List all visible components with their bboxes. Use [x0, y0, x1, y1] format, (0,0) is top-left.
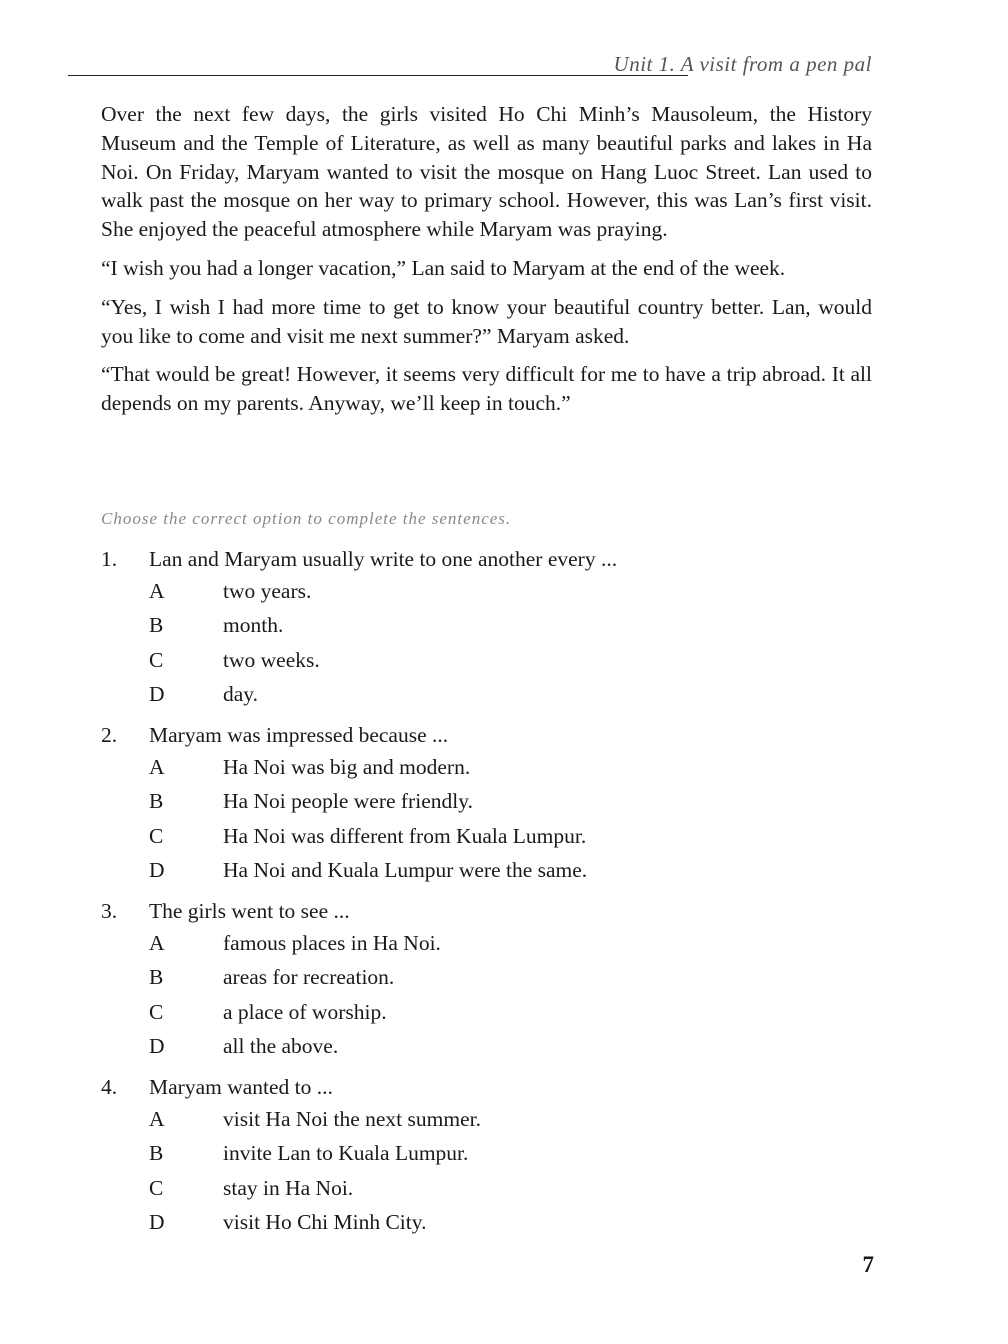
page-number: 7	[862, 1252, 874, 1277]
question-stem: Lan and Maryam usually write to one another every ...	[149, 546, 618, 571]
option-row	[101, 609, 872, 644]
question-4	[101, 1072, 872, 1240]
question-number: 1.	[101, 546, 118, 571]
option-text: visit Ho Chi Minh City.	[223, 1210, 427, 1235]
option-text: two weeks.	[223, 647, 320, 672]
option-text: all the above.	[223, 1034, 339, 1059]
question-stem-line	[101, 1072, 872, 1102]
option-text: Ha Noi was different from Kuala Lumpur.	[223, 823, 587, 848]
option-text: stay in Ha Noi.	[223, 1175, 354, 1200]
option-letter: A	[149, 1106, 165, 1131]
option-row	[101, 1137, 872, 1172]
passage-paragraph: “That would be great! However, it seems very difficult for me to have a trip abroad. It all depends on my parents. Anyway, we’ll keep in touch.”	[101, 362, 872, 416]
option-text: day.	[223, 682, 259, 707]
question-stem: The girls went to see ...	[149, 898, 350, 923]
question-3	[101, 896, 872, 1064]
option-row	[101, 678, 872, 713]
option-row	[101, 643, 872, 678]
passage-paragraph: “Yes, I wish I had more time to get to know your beautiful country better. Lan, would you like to come and visit me next summer?” Maryam asked.	[101, 294, 872, 348]
option-text: Ha Noi people were friendly.	[223, 789, 473, 814]
option-letter: D	[149, 1210, 165, 1235]
question-stem-line	[101, 896, 872, 926]
option-row	[101, 819, 872, 854]
question-1	[101, 544, 872, 712]
header-rule	[68, 75, 688, 76]
question-list	[101, 544, 872, 1248]
option-text: a place of worship.	[223, 999, 387, 1024]
option-text: month.	[223, 613, 284, 638]
option-letter: A	[149, 754, 165, 779]
option-text: visit Ha Noi the next summer.	[223, 1106, 481, 1131]
option-letter: B	[149, 1141, 164, 1166]
reading-passage	[101, 100, 872, 428]
option-row	[101, 854, 872, 889]
option-row	[101, 1171, 872, 1206]
option-letter: D	[149, 682, 165, 707]
question-stem-line	[101, 720, 872, 750]
option-text: Ha Noi was big and modern.	[223, 754, 471, 779]
question-2	[101, 720, 872, 888]
passage-paragraph: Over the next few days, the girls visited Ho Chi Minh’s Mausoleum, the History Museum and the Temple of Literature, as well as many beautiful parks and lakes in Ha Noi. On Friday, Maryam wanted to visit the mosque on Hang Luoc Street. Lan used to walk past the mosque on her way to primary school. However, this was Lan’s first visit. She enjoyed the peaceful atmosphere while Maryam was praying.	[101, 102, 872, 242]
option-row	[101, 995, 872, 1030]
question-stem: Maryam was impressed because ...	[149, 722, 449, 747]
question-stem-line	[101, 544, 872, 574]
option-text: Ha Noi and Kuala Lumpur were the same.	[223, 858, 588, 883]
option-text: two years.	[223, 578, 312, 603]
option-text: areas for recreation.	[223, 965, 395, 990]
running-header	[68, 52, 872, 78]
option-row	[101, 574, 872, 609]
exercise-instruction: Choose the correct option to complete the sentences.	[101, 509, 512, 528]
option-letter: A	[149, 930, 165, 955]
option-row	[101, 785, 872, 820]
option-text: famous places in Ha Noi.	[223, 930, 441, 955]
option-text: invite Lan to Kuala Lumpur.	[223, 1141, 469, 1166]
option-row	[101, 961, 872, 996]
option-letter: A	[149, 578, 165, 603]
option-letter: D	[149, 1034, 165, 1059]
option-letter: B	[149, 613, 164, 638]
option-letter: C	[149, 1175, 164, 1200]
option-letter: D	[149, 858, 165, 883]
question-stem: Maryam wanted to ...	[149, 1074, 333, 1099]
option-letter: B	[149, 789, 164, 814]
option-row	[101, 1030, 872, 1065]
option-row	[101, 1102, 872, 1137]
option-row	[101, 926, 872, 961]
question-number: 4.	[101, 1074, 118, 1099]
option-row	[101, 1206, 872, 1241]
header-title: Unit 1. A visit from a pen pal	[613, 52, 872, 76]
passage-paragraph: “I wish you had a longer vacation,” Lan said to Maryam at the end of the week.	[101, 255, 786, 280]
option-letter: C	[149, 647, 164, 672]
option-row	[101, 750, 872, 785]
question-number: 2.	[101, 722, 118, 747]
option-letter: C	[149, 823, 164, 848]
option-letter: C	[149, 999, 164, 1024]
question-number: 3.	[101, 898, 118, 923]
option-letter: B	[149, 965, 164, 990]
